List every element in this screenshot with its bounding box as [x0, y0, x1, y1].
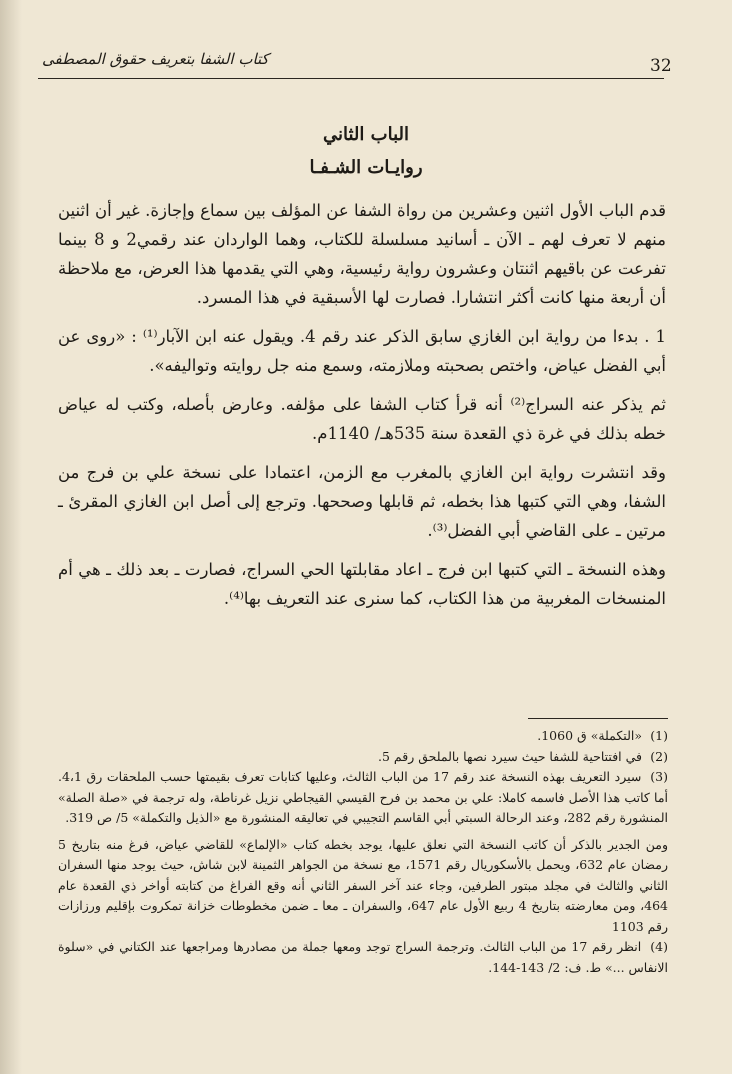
- footnotes: [58, 726, 668, 978]
- book-title: كتاب الشفا بتعريف حقوق المصطفى: [42, 50, 269, 68]
- chapter-subtitle: روايـات الشـفـا: [309, 157, 423, 178]
- footnote-text: انظر رقم 17 من الباب الثالث. وترجمة السراج توجد ومعها جملة من مصادرها ومراجعها عند الكتاني في «سلوة الانفاس ...» ط. ف: 2/ 143-144.: [58, 939, 668, 975]
- footnote: [58, 835, 668, 938]
- footnote-number: (1): [650, 728, 668, 743]
- footnote: [58, 767, 668, 829]
- page-number: 32: [650, 56, 672, 76]
- footnote-number: (2): [650, 748, 668, 764]
- footnote-text: «التكملة» ق 1060.: [537, 728, 643, 743]
- paragraph: قدم الباب الأول اثنين وعشرين من رواة الشفا عن المؤلف بين سماع وإجازة. غير أن اثنين منهم لا تعرف لهم ـ الآن ـ أسانيد مسلسلة للكتاب، وهما الواردان عند رقمي2 و 8 بينما تفرعت عن باقيهم اثنتان وعشرون رواية رئيسية، وهي التي يقدمها هذا العرض، مع ملاحظة أن أربعة منها كانت أكثر انتشارا. فصارت لها الأسبقية في هذا المسرد.: [58, 201, 666, 307]
- footnote-number: (3): [650, 769, 668, 784]
- footnote: [58, 726, 668, 747]
- paragraph: وهذه النسخة ـ التي كتبها ابن فرج ـ اعاد مقابلتها الحي السراج، فصارت ـ بعد ذلك ـ هي أم المنسخات المغربية من هذا الكتاب، كما سنرى عند التعريف بها⁽⁴⁾.: [58, 560, 666, 608]
- paragraph: 1 . بدءا من رواية ابن الغازي سابق الذكر عند رقم 4. ويقول عنه ابن الآبار⁽¹⁾ : «روى عن أبي الفضل عياض، واختص بصحبته وملازمته، وسمع منه جل روايته وتواليفه».: [58, 327, 667, 375]
- footnote-text: سيرد التعريف بهذه النسخة عند رقم 17 من الباب الثالث، وعليها كتابات تعرف بقيمتها حسب الملحقات رق 4،1. أما كاتب هذا الأصل فاسمه كاملا: علي بن محمد بن فرح القيسي القيجاطي نزيل غرناطة، وله ترجمة في «صلة الصلة» المنشورة رقم 282، وعند الرحالة السبتي أبي القاسم التجيبي في تعاليقه المنشورة مع «الذيل والتكملة» 5/ ص 319.: [58, 769, 668, 825]
- body-text: [58, 196, 666, 623]
- footnote-text: في افتتاحية للشفا حيث سيرد نصها بالملحق رقم 5.: [378, 748, 643, 764]
- footnote: [58, 937, 668, 978]
- footnote-separator: [528, 718, 668, 719]
- paragraph: ثم يذكر عنه السراج⁽²⁾ أنه قرأ كتاب الشفا على مؤلفه. وعارض بأصله، وكتب له عياض خطه بذلك في غرة ذي القعدة سنة 535هـ/ 1140م.: [58, 395, 667, 443]
- chapter-heading: الباب الثاني: [322, 124, 410, 145]
- footnote-text: ومن الجدير بالذكر أن كاتب النسخة التي نعلق عليها، يوجد بخطه كتاب «الإلماع» للقاضي عياض، فرغ منه بتاريخ 5 رمضان عام 632، ويحمل بالأسكوريال رقم 1571، مع نسخة من الجواهر الثمينة لابن شاش، حيث يوجد منها السفران الثاني والثالث في مجلد مبتور الطرفين، وجاء عند آخر السفر الثاني أنه وقع الفراغ من كتابته أواخر ذي القعدة عام 464، ومن معارضته بتاريخ 4 ربيع الأول عام 647، والسفران ـ معا ـ ضمن مخطوطات خزانة تمكروت بإقليم ورزازات رقم 1103: [58, 836, 669, 934]
- footnote: [58, 747, 668, 768]
- footnote-number: (4): [650, 939, 668, 954]
- paragraph: وقد انتشرت رواية ابن الغازي بالمغرب مع الزمن، اعتمادا على نسخة علي بن فرج من الشفا، وهي التي كتبها هذا بخطه، ثم قابلها وصححها. وترجع إلى أصل ابن الغازي المقرئ ـ مرتين ـ على القاضي أبي الفضل⁽³⁾.: [58, 463, 666, 540]
